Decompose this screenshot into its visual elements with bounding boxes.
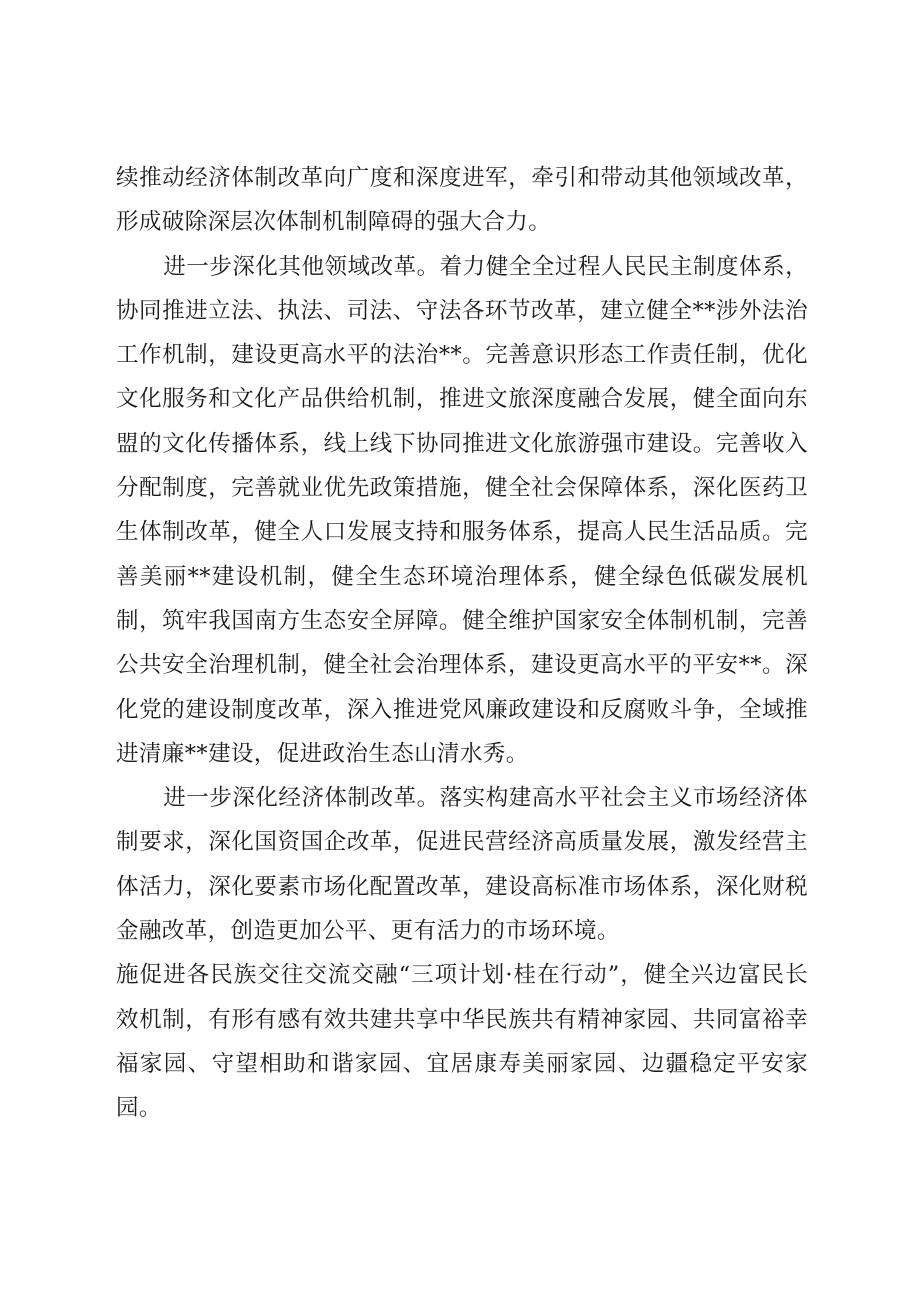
paragraph-other-reforms: 进一步深化其他领域改革。着力健全全过程人民民主制度体系，协同推进立法、执法、司法、守法各环节改革，建立健全**涉外法治工作机制，建设更高水平的法治**。完善意识形态工作责任制，优化文化服务和文化产品供给机制，推进文旅深度融合发展，健全面向东盟的文化传播体系，线上线下协同推进文化旅游强市建设。完善收入分配制度，完善就业优先政策措施，健全社会保障体系，深化医药卫生体制改革，健全人口发展支持和服务体系，提高人民生活品质。完善美丽**建设机制，健全生态环境治理体系，健全绿色低碳发展机制，筑牢我国南方生态安全屏障。健全维护国家安全体制机制，完善公共安全治理机制，健全社会治理体系，建设更高水平的平安**。深化党的建设制度改革，深入推进党风廉政建设和反腐败斗争，全域推进清廉**建设，促进政治生态山清水秀。	[116, 253, 808, 767]
paragraph-ethnic-unity: 施促进各民族交往交流交融“三项计划·桂在行动”，健全兴边富民长效机制，有形有感有效共建共享中华民族共有精神家园、共同富裕幸福家园、守望相助和谐家园、宜居康寿美丽家园、边疆稳定平安家园。	[116, 962, 808, 1122]
paragraph-continuation: 续推动经济体制改革向广度和深度进军，牵引和带动其他领域改革，形成破除深层次体制机制障碍的强大合力。	[116, 165, 808, 236]
paragraph-economic-reform: 进一步深化经济体制改革。落实构建高水平社会主义市场经济体制要求，深化国资国企改革，促进民营经济高质量发展，激发经营主体活力，深化要素市场化配置改革，建设高标准市场体系，深化财税金融改革，创造更加公平、更有活力的市场环境。	[116, 785, 808, 945]
document-body	[116, 156, 808, 1131]
